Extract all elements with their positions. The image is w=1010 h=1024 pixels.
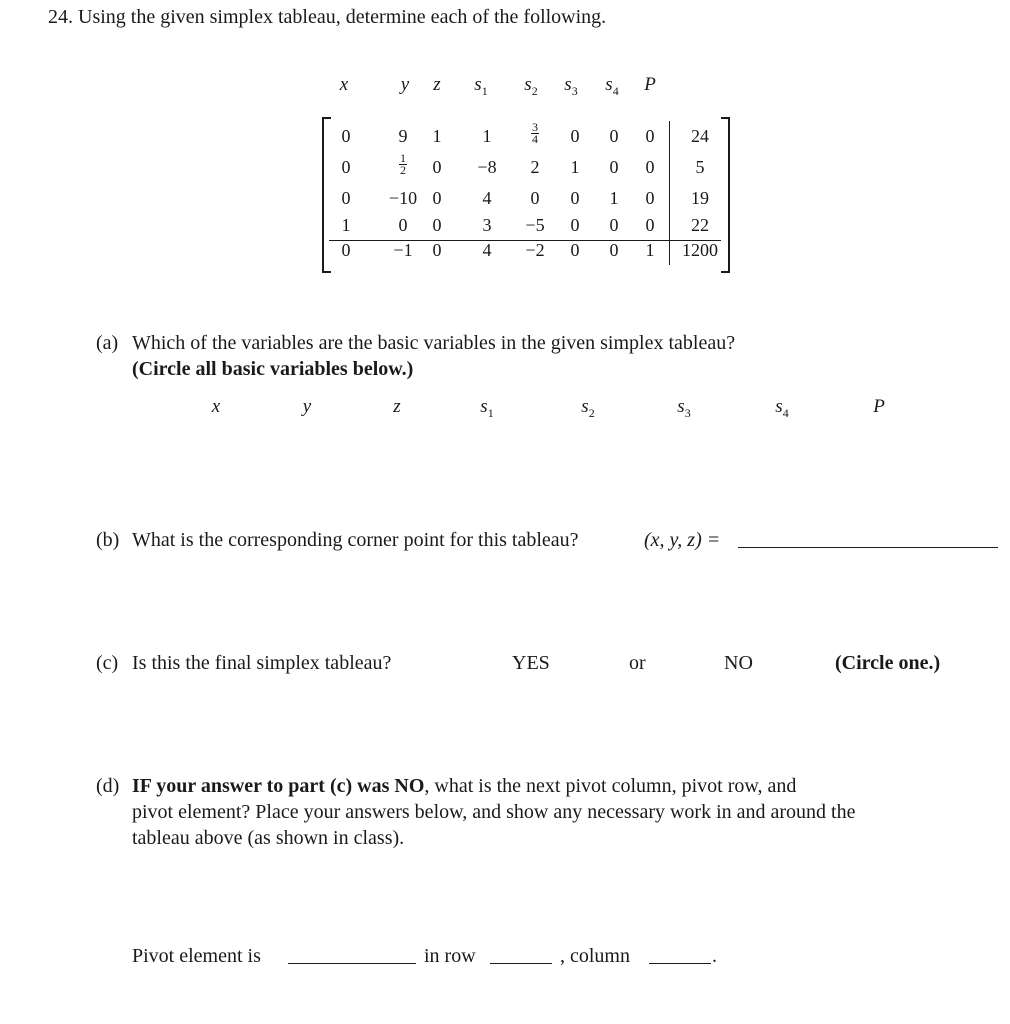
tableau-cell-r5-c2: −1 <box>393 240 413 260</box>
tableau-header-P: P <box>644 74 656 95</box>
choice-s1[interactable]: $s_1$ <box>480 396 494 420</box>
tableau-right-bracket <box>721 117 730 273</box>
tableau-cell-r2-c8: 0 <box>645 157 655 177</box>
tableau-cell-r3-c6: 0 <box>570 188 580 208</box>
tableau-cell-r1-c9: 24 <box>691 126 709 146</box>
tableau-cell-r4-c3: 0 <box>432 215 442 235</box>
part-c-question: Is this the final simplex tableau? <box>132 652 392 674</box>
tableau-cell-r1-c1: 0 <box>341 126 351 146</box>
question-title <box>48 6 606 29</box>
pivot-element-label: Pivot element is <box>132 945 261 967</box>
part-a-question: Which of the variables are the basic variables in the given simplex tableau? <box>132 332 736 354</box>
tableau-cell-r3-c2: −10 <box>388 188 418 208</box>
tableau-cell-r5-c9: 1200 <box>682 240 718 260</box>
pivot-element-blank[interactable] <box>288 963 416 964</box>
tableau-cell-r4-c6: 0 <box>570 215 580 235</box>
tableau-cell-r2-c7: 0 <box>609 157 619 177</box>
column-label: , column <box>560 945 630 967</box>
tableau-cell-r2-c6: 1 <box>570 157 580 177</box>
yes-option[interactable]: YES <box>512 652 550 674</box>
tableau-cell-r5-c5: −2 <box>525 240 545 260</box>
tableau-cell-r5-c8: 1 <box>645 240 655 260</box>
tableau-header-s3: $s_3$ <box>564 74 578 98</box>
tableau-header-s2: $s_2$ <box>524 74 538 98</box>
tableau-cell-r5-c3: 0 <box>432 240 442 260</box>
tableau-cell-r3-c5: 0 <box>530 188 540 208</box>
tableau-cell-r2-c2: $\frac{1}{2}$ <box>400 151 406 178</box>
period: . <box>712 945 717 967</box>
question-text: Using the given simplex tableau, determine each of the following. <box>78 6 607 28</box>
part-b-question: What is the corresponding corner point for this tableau? <box>132 529 579 551</box>
tableau-cell-r3-c4: 4 <box>482 188 492 208</box>
tableau-cell-r5-c6: 0 <box>570 240 580 260</box>
tableau-cell-r5-c4: 4 <box>482 240 492 260</box>
tableau-cell-r3-c8: 0 <box>645 188 655 208</box>
part-d-line3: tableau above (as shown in class). <box>132 827 405 849</box>
tableau-cell-r1-c7: 0 <box>609 126 619 146</box>
part-d-line2: pivot element? Place your answers below, and show any necessary work in and around the <box>132 801 856 823</box>
tableau-cell-r2-c1: 0 <box>341 157 351 177</box>
no-option[interactable]: NO <box>724 652 753 674</box>
tableau-cell-r5-c7: 0 <box>609 240 619 260</box>
pivot-row-blank[interactable] <box>490 963 552 964</box>
tableau-cell-r3-c7: 1 <box>609 188 619 208</box>
part-d-line1-rest: , what is the next pivot column, pivot row, and <box>424 775 797 797</box>
tableau-cell-r4-c9: 22 <box>691 215 709 235</box>
tableau-cell-r3-c9: 19 <box>691 188 709 208</box>
tableau-cell-r1-c2: 9 <box>398 126 408 146</box>
tableau-header-z: z <box>433 74 441 95</box>
tableau-cell-r4-c5: −5 <box>525 215 545 235</box>
part-c-instruction: (Circle one.) <box>835 652 941 674</box>
tableau-cell-r1-c5: $\frac{3}{4}$ <box>532 120 538 147</box>
part-a-instruction: (Circle all basic variables below.) <box>132 358 414 380</box>
choice-y[interactable]: y <box>302 396 312 417</box>
tableau-cell-r2-c9: 5 <box>695 157 705 177</box>
tableau-cell-r1-c3: 1 <box>432 126 442 146</box>
or-text: or <box>629 652 646 674</box>
tableau-cell-r4-c7: 0 <box>609 215 619 235</box>
tableau-cell-r4-c1: 1 <box>341 215 351 235</box>
tableau-cell-r3-c1: 0 <box>341 188 351 208</box>
tableau-header-y: y <box>400 74 410 95</box>
question-number: 24. <box>48 6 73 28</box>
tableau-cell-r1-c6: 0 <box>570 126 580 146</box>
part-c-label: (c) <box>96 652 119 674</box>
part-b-expression: (x, y, z) = <box>644 529 721 551</box>
tableau-cell-r4-c8: 0 <box>645 215 655 235</box>
choice-s3[interactable]: $s_3$ <box>677 396 691 420</box>
part-b-label: (b) <box>96 529 120 551</box>
choice-s2[interactable]: $s_2$ <box>581 396 595 420</box>
tableau-cell-r2-c4: −8 <box>477 157 497 177</box>
tableau-cell-r5-c1: 0 <box>341 240 351 260</box>
tableau-cell-r3-c3: 0 <box>432 188 442 208</box>
tableau-cell-r1-c8: 0 <box>645 126 655 146</box>
tableau-cell-r2-c3: 0 <box>432 157 442 177</box>
in-row-label: in row <box>424 945 476 967</box>
tableau-cell-r4-c2: 0 <box>398 215 408 235</box>
tableau-cell-r1-c4: 1 <box>482 126 492 146</box>
choice-s4[interactable]: $s_4$ <box>775 396 789 420</box>
part-a-label: (a) <box>96 332 119 354</box>
part-d-line1 <box>132 773 796 799</box>
choice-x[interactable]: x <box>211 396 221 417</box>
tableau-header-s1: $s_1$ <box>474 74 488 98</box>
choice-z[interactable]: z <box>393 396 401 417</box>
tableau-cell-r2-c5: 2 <box>530 157 540 177</box>
corner-point-answer-blank[interactable] <box>738 547 998 548</box>
tableau-header-x: x <box>339 74 349 95</box>
pivot-column-blank[interactable] <box>649 963 711 964</box>
part-d-bold-lead: IF your answer to part (c) was NO <box>132 775 425 797</box>
tableau-cell-r4-c4: 3 <box>482 215 492 235</box>
choice-P[interactable]: P <box>873 396 885 417</box>
tableau-header-s4: $s_4$ <box>605 74 619 98</box>
part-d-label: (d) <box>96 775 120 797</box>
